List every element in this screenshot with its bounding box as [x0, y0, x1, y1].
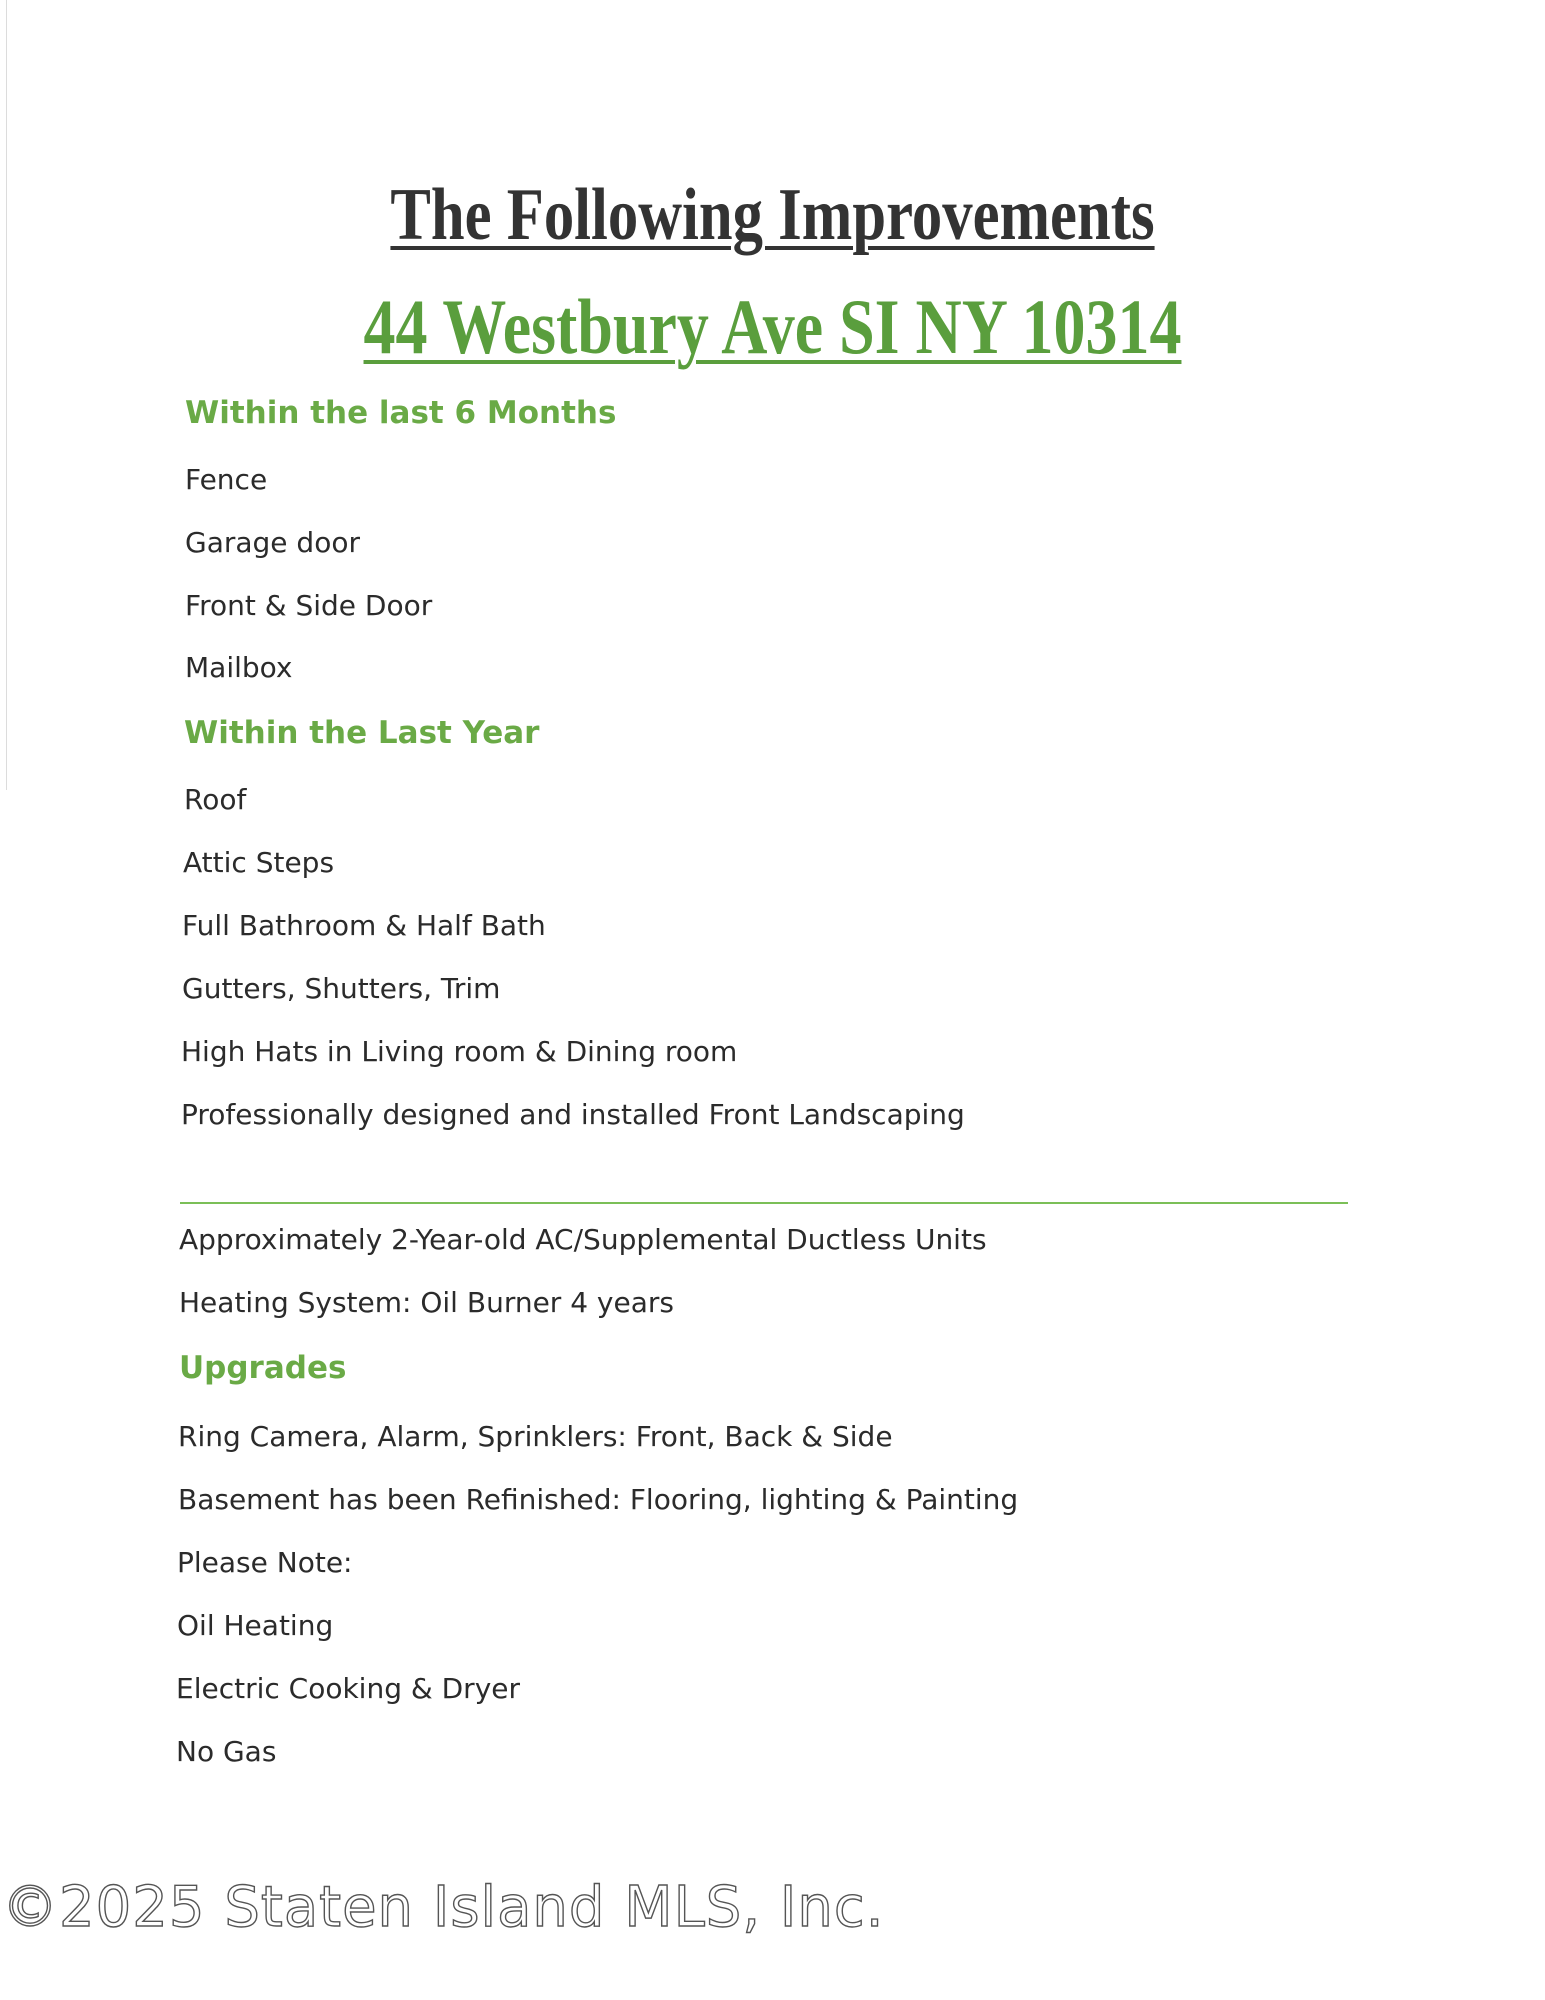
list-item: Garage door [185, 526, 360, 559]
property-address: 44 Westbury Ave SI NY 10314 [363, 283, 1182, 370]
list-item: Professionally designed and installed Front Landscaping [181, 1098, 965, 1131]
document-title: The Following Improvements [390, 174, 1155, 256]
list-item: Front & Side Door [185, 589, 433, 622]
copyright-watermark: ©2025 Staten Island MLS, Inc. [2, 1875, 885, 1940]
list-item: High Hats in Living room & Dining room [181, 1035, 738, 1068]
list-item: Fence [185, 463, 268, 496]
list-item: Full Bathroom & Half Bath [182, 909, 546, 942]
list-item: Gutters, Shutters, Trim [182, 972, 501, 1005]
list-item: Mailbox [185, 651, 293, 684]
list-item: Approximately 2-Year-old AC/Supplemental Ductless Units [179, 1223, 987, 1256]
list-item: Please Note: [177, 1546, 353, 1579]
list-item: Attic Steps [183, 846, 335, 879]
heading-six-months: Within the last 6 Months [185, 395, 617, 431]
list-item: Heating System: Oil Burner 4 years [179, 1286, 674, 1319]
list-item: Basement has been Refinished: Flooring, lighting & Painting [178, 1483, 1019, 1516]
list-item: Ring Camera, Alarm, Sprinklers: Front, Back & Side [178, 1420, 893, 1453]
heading-upgrades: Upgrades [179, 1350, 347, 1386]
heading-last-year: Within the Last Year [184, 715, 540, 751]
list-item: Roof [184, 783, 247, 816]
list-item: No Gas [176, 1735, 277, 1768]
list-item: Oil Heating [177, 1609, 334, 1642]
list-item: Electric Cooking & Dryer [176, 1672, 520, 1705]
section-divider [180, 1202, 1348, 1204]
scan-edge [6, 0, 7, 790]
